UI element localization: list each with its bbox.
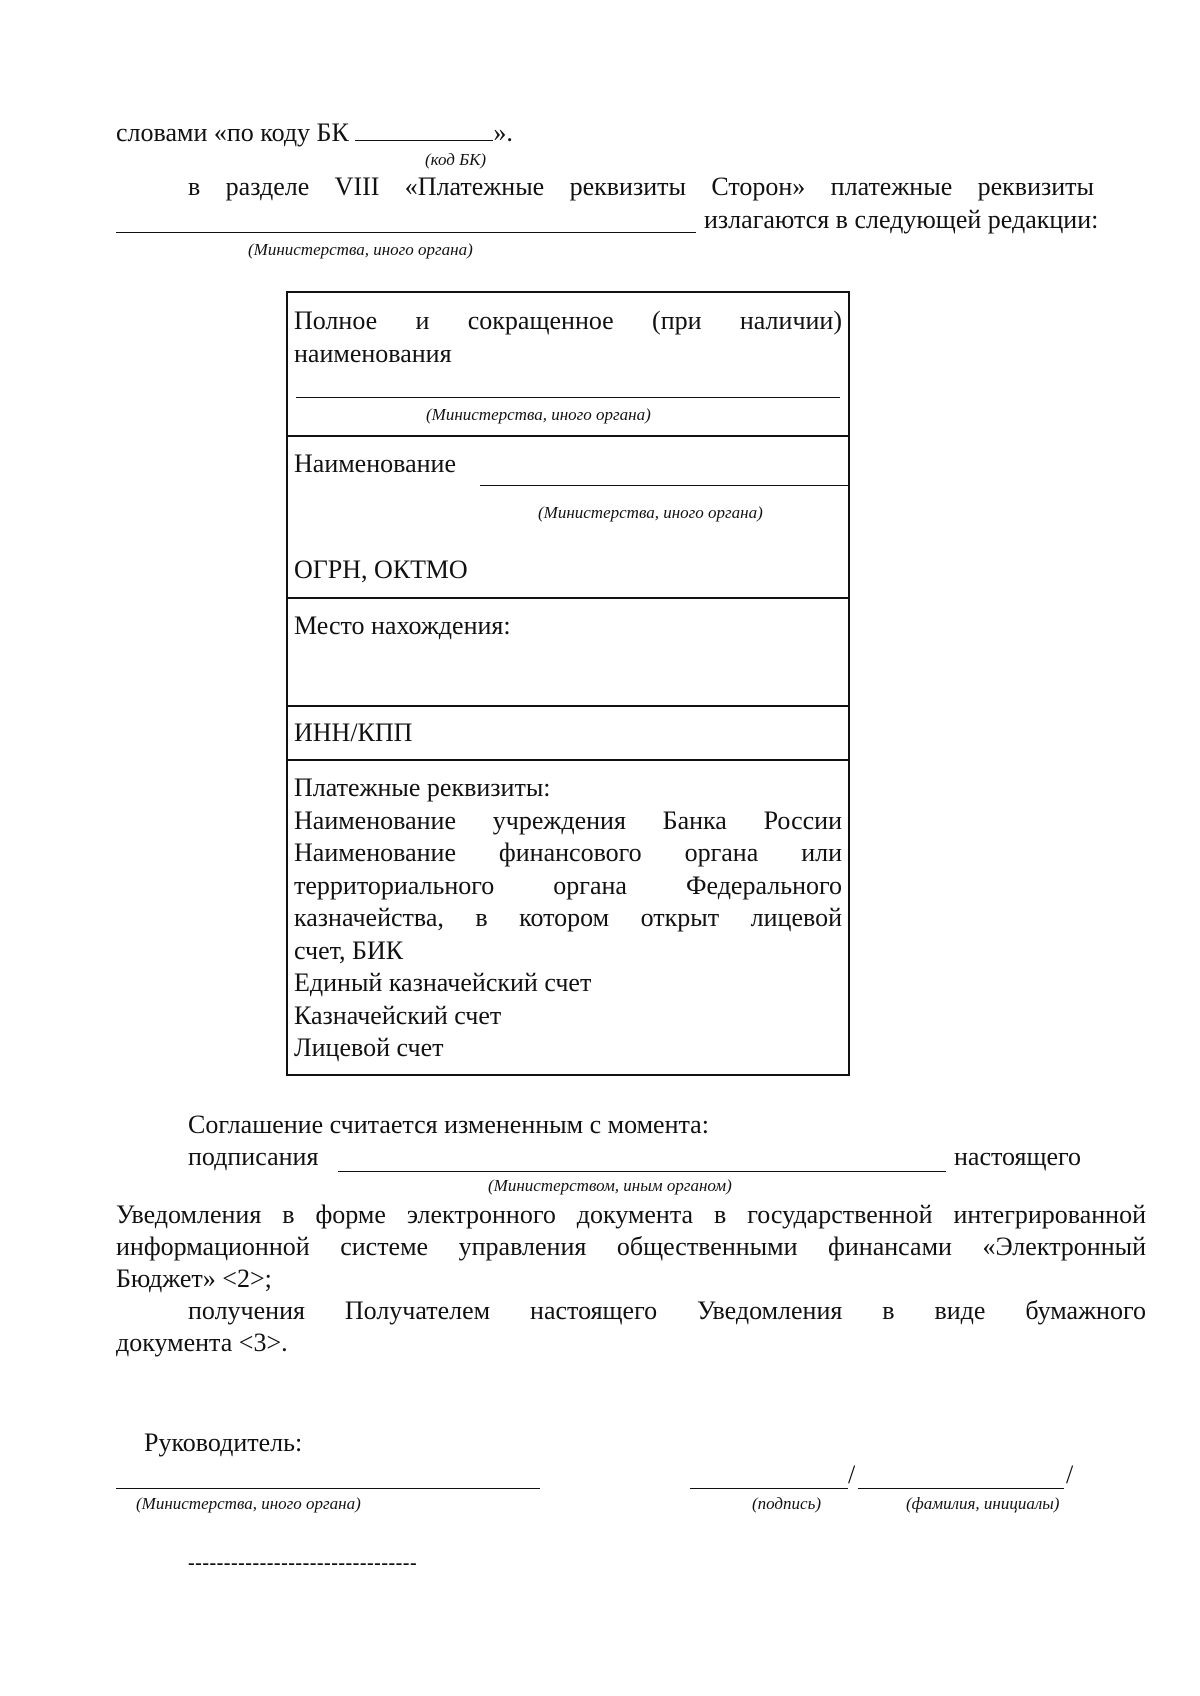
signature-slash-2: /	[1066, 1460, 1074, 1489]
sign-prefix: подписания	[188, 1142, 319, 1171]
para1-line-0: Уведомления в форме электронного документа в государственной интегрированной	[116, 1200, 1146, 1229]
head-org-blank	[116, 1460, 540, 1489]
sign-caption: (Министерством, иным органом)	[488, 1176, 732, 1195]
signature-slash-1: /	[848, 1460, 856, 1489]
row1-line2: наименования	[294, 338, 452, 368]
intro-line1-suffix: ».	[493, 118, 513, 147]
row2-caption: (Министерства, иного органа)	[538, 503, 763, 522]
section-line-end: излагаются в следующей редакции:	[704, 205, 1099, 234]
row5-line-0: Платежные реквизиты:	[294, 773, 551, 802]
row5-line-6: Единый казначейский счет	[294, 968, 592, 997]
row2-blank	[480, 449, 848, 486]
para1-line-1: информационной системе управления общественными финансами «Электронный	[116, 1232, 1146, 1261]
footnote-separator: --------------------------------	[188, 1552, 418, 1574]
signature-caption: (подпись)	[752, 1494, 821, 1513]
table-row-full-name	[286, 291, 850, 437]
row2-ogrn: ОГРН, ОКТМО	[294, 555, 468, 584]
head-label: Руководитель:	[144, 1428, 303, 1457]
table-row-payment	[286, 759, 850, 1076]
name-caption: (фамилия, инициалы)	[906, 1494, 1060, 1513]
section-line: в разделе VIII «Платежные реквизиты Сторон» платежные реквизиты	[188, 172, 1094, 201]
row5-line-1: Наименование учреждения Банка России	[294, 805, 842, 835]
kbk-blank	[355, 118, 493, 141]
name-blank	[858, 1460, 1064, 1489]
row4-label: ИНН/КПП	[294, 718, 413, 747]
agreement-line1: Соглашение считается измененным с момента:	[188, 1110, 709, 1139]
row2-label: Наименование	[294, 449, 456, 478]
intro-line1	[116, 118, 513, 148]
row5-line-2: Наименование финансового органа или	[294, 838, 842, 867]
section-caption: (Министерства, иного органа)	[248, 240, 473, 259]
row3-label: Место нахождения:	[294, 611, 511, 640]
sign-org-blank	[338, 1142, 946, 1172]
head-org-caption: (Министерства, иного органа)	[136, 1494, 361, 1513]
intro-line1-prefix: словами «по коду БК	[116, 118, 349, 147]
signature-blank	[690, 1460, 848, 1489]
row5-line-8: Лицевой счет	[294, 1033, 444, 1062]
row1-line1: Полное и сокращенное (при наличии)	[294, 306, 842, 335]
sign-suffix: настоящего	[954, 1142, 1082, 1171]
kbk-caption: (код БК)	[425, 150, 487, 169]
row5-line-3: территориального органа Федерального	[294, 870, 842, 900]
row5-line-7: Казначейский счет	[294, 1000, 502, 1030]
para2-line1: получения Получателем настоящего Уведомления в виде бумажного	[188, 1296, 1146, 1325]
row5-line-4: казначейства, в котором открыт лицевой	[294, 903, 842, 932]
row1-blank	[296, 397, 840, 398]
row1-caption: (Министерства, иного органа)	[426, 405, 651, 424]
table-row-name-ogrn	[286, 435, 850, 599]
table-row-location	[286, 597, 850, 707]
para2-line2: документа <3>.	[116, 1328, 288, 1357]
row5-line-5: счет, БИК	[294, 935, 404, 965]
para1-line-2: Бюджет» <2>;	[116, 1264, 272, 1293]
section-org-blank	[116, 204, 696, 233]
table-row-inn	[286, 705, 850, 761]
